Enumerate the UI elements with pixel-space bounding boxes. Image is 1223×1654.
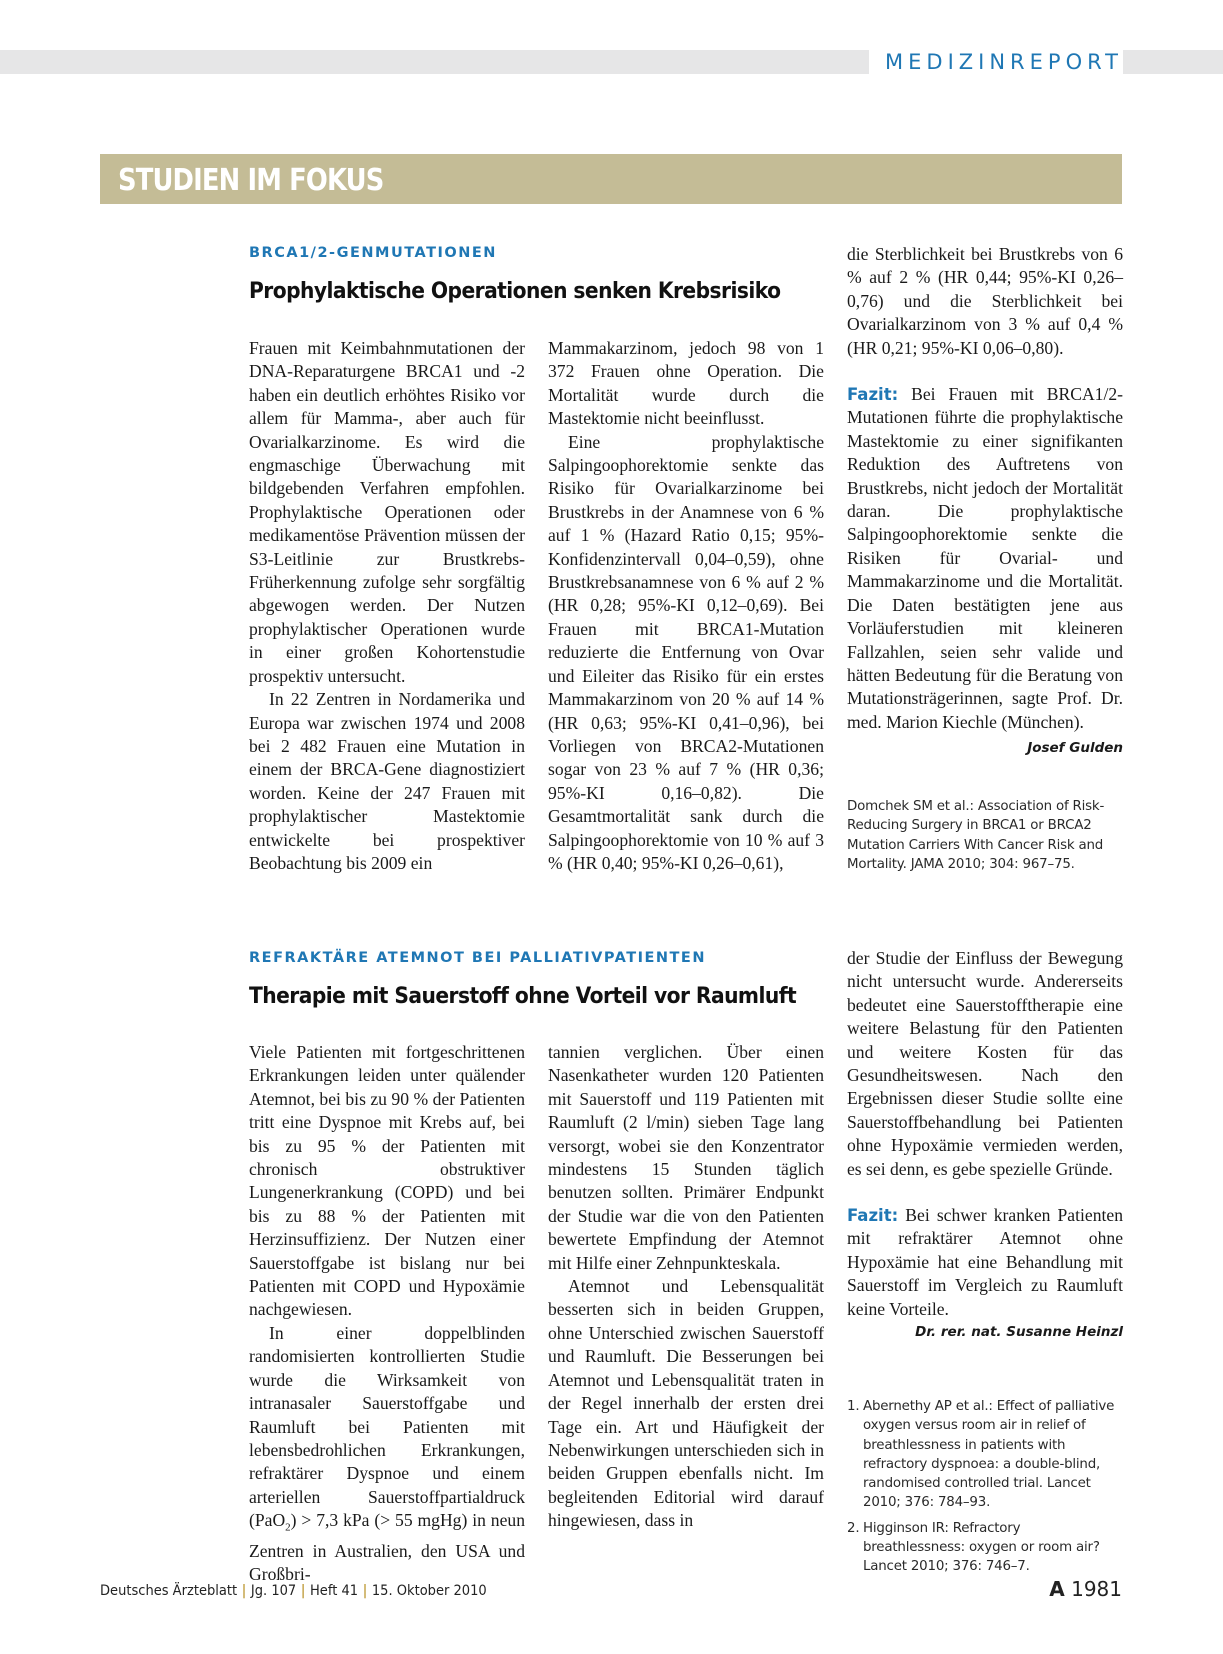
article1-paragraph: Mammakarzinom, jedoch 98 von 1 372 Frauen ohne Operation. Die Mortalität wurde durch die Mastektomie nicht beeinflusst. — [548, 338, 824, 429]
article1-paragraph: Eine prophylaktische Salpingoophorektomie senkte das Risiko für Ovarialkarzinome bei Brustkrebs in der Anamnese von 6 % auf 1 % (Hazard Ratio 0,15; 95%-Konfidenzintervall 0,04–0,59), ohne Brustkrebsanamnese von 6 % auf 2 % (HR 0,28; 95%-KI 0,12–0,69). Bei Frauen mit BRCA1-Mutation reduzierte die Entfernung von Ovar und Eileiter das Risiko für ein erstes Mammakarzinom von 20 % auf 14 % (HR 0,63; 95%-KI 0,41–0,96), bei Vorliegen von BRCA2-Mutationen sogar von 23 % auf 7 % (HR 0,36; 95%-KI 0,16–0,82). Die Gesamtmortalität sank durch die Salpingoophorektomie von 10 % auf 3 % (HR 0,40; 95%-KI 0,26–0,61), — [548, 431, 824, 873]
page-number: A 1981 — [1049, 1577, 1122, 1601]
article2-author: Dr. rer. nat. Susanne Heinzl — [915, 1324, 1123, 1341]
reference-item: 1. Abernethy AP et al.: Effect of palliative oxygen versus room air in relief of breathlessness in patients with refractory dyspnoea: a double-blind, randomised controlled trial. Lancet 2010; 376: 784–93. — [847, 1399, 1115, 1511]
article1-column-1 — [249, 337, 525, 875]
article2-fazit — [847, 1204, 1123, 1321]
fazit-label: Fazit: — [847, 1206, 899, 1226]
article2-column-3 — [847, 947, 1123, 1343]
article1-reference: Domchek SM et al.: Association of Risk-Reducing Surgery in BRCA1 or BRCA2 Mutation Carriers With Cancer Risk and Mortality. JAMA 2010; 304: 967–75. — [847, 799, 1105, 872]
article1-column-2 — [548, 337, 824, 875]
reference-item: 2. Higginson IR: Refractory breathlessness: oxygen or room air? Lancet 2010; 376: 746–7. — [847, 1520, 1100, 1575]
article2-paragraph: Atemnot und Lebensqualität besserten sich in beiden Gruppen, ohne Unterschied zwischen Sauerstoff und Raumluft. Die Besserungen bei Atemnot und Lebensqualität traten in der Regel innerhalb der ersten drei Tage ein. Art und Häufigkeit der Nebenwirkungen unterschieden sich in beiden Gruppen ebenfalls nicht. Im begleitenden Editorial wird darauf hingewiesen, dass in — [548, 1276, 824, 1531]
article2-kicker: REFRAKTÄRE ATEMNOT BEI PALLIATIVPATIENTEN — [249, 950, 706, 966]
section-banner — [100, 154, 1122, 204]
fazit-text: Bei Frauen mit BRCA1/2-Mutationen führte die prophylaktische Mastektomie zu einer signifikanten Reduktion des Auftretens von Brustkrebs, nicht jedoch der Mortalität daran. Die prophylaktische Salpingoophorektomie senkte die Risiken für Ovarial- und Mammakarzinome und die Mortalität. Die Daten bestätigten jene aus Vorläuferstudien mit kleineren Fallzahlen, seien sehr valide und hätten Bedeutung für die Beratung von Mutationsträgerinnen, sagte Prof. Dr. med. Marion Kiechle (München). — [847, 384, 1123, 732]
article2-column-2 — [548, 1041, 824, 1533]
footer-citation: Deutsches Ärzteblatt | Jg. 107 | Heft 41 | 15. Oktober 2010 — [100, 1583, 487, 1599]
footer-issue: Heft 41 — [309, 1583, 359, 1599]
article1-kicker: BRCA1/2-GENMUTATIONEN — [249, 245, 497, 261]
article2-headline: Therapie mit Sauerstoff ohne Vorteil vor Raumluft — [249, 984, 797, 1009]
article1-paragraph: In 22 Zentren in Nordamerika und Europa war zwischen 1974 und 2008 bei 2 482 Frauen eine Mutation in einem der BRCA-Gene diagnostiziert worden. Keine der 247 Frauen mit prophylaktischer Mastektomie entwickelte bei prospektiver Beobachtung bis 2009 ein — [249, 689, 525, 873]
section-label: MEDIZINREPORT — [869, 49, 1123, 75]
article1-author: Josef Gulden — [1027, 740, 1123, 757]
article2-paragraph: tannien verglichen. Über einen Nasenkatheter wurden 120 Patienten mit Sauerstoff und 119 Patienten mit Raumluft (2 l/min) sieben Tage lang versorgt, wobei sie den Konzentrator mindestens 15 Stunden täglich benutzen sollten. Primärer Endpunkt der Studie war die von den Patienten bewertete Empfindung der Atemnot mit Hilfe einer Zehnpunkteskala. — [548, 1042, 824, 1273]
article1-fazit — [847, 383, 1123, 757]
article2-paragraph: Viele Patienten mit fortgeschrittenen Erkrankungen leiden unter quälender Atemnot, bei bis zu 90 % der Patienten tritt eine Dyspnoe mit Krebs auf, bei bis zu 95 % der Patienten mit chronisch obstruktiver Lungenerkrankung (COPD) und bei bis zu 88 % der Patienten mit Herzinsuffizienz. Der Nutzen einer Sauerstoffgabe ist bislang nur bei Patienten mit COPD und Hypoxämie nachgewiesen. — [249, 1042, 525, 1320]
article2-column-1 — [249, 1041, 525, 1587]
article1-paragraph: die Sterblichkeit bei Brustkrebs von 6 % auf 2 % (HR 0,44; 95%-KI 0,26–0,76) und die Sterblichkeit bei Ovarialkarzinom von 3 % auf 0,4 % (HR 0,21; 95%-KI 0,06–0,80). — [847, 244, 1123, 358]
fazit-text: Bei schwer kranken Patienten mit refraktärer Atemnot ohne Hypoxämie hat eine Behandlung mit Sauerstoff im Vergleich zu Raumluft keine Vorteile. — [847, 1205, 1123, 1319]
fazit-label: Fazit: — [847, 385, 899, 405]
footer-volume: Jg. 107 — [250, 1583, 297, 1599]
article2-paragraph: der Studie der Einfluss der Bewegung nicht untersucht wurde. Andererseits bedeutet eine Sauerstofftherapie eine weitere Belastung für den Patienten und weitere Kosten für das Gesundheitswesen. Nach den Ergebnissen dieser Studie sollte eine Sauerstoffbehandlung bei Patienten ohne Hypoxämie vermieden werden, es sei denn, es gebe spezielle Gründe. — [847, 948, 1123, 1179]
article2-paragraph: In einer doppelblinden randomisierten kontrollierten Studie wurde die Wirksamkeit von intranasaler Sauerstoffgabe und Raumluft bei Patienten mit lebensbedrohlichen Erkrankungen, refraktärer Dyspnoe und einem arteriellen Sauerstoffpartialdruck (PaO$_2$) > 7,3 kPa (> 55 mgHg) in neun Zentren in Australien, den USA und Großbri- — [249, 1322, 525, 1585]
article1-column-3 — [847, 243, 1123, 761]
article2-references — [847, 1397, 1123, 1583]
footer-date: 15. Oktober 2010 — [371, 1583, 487, 1599]
article1-headline: Prophylaktische Operationen senken Krebsrisiko — [249, 279, 781, 304]
footer-journal: Deutsches Ärzteblatt — [100, 1583, 238, 1599]
article1-paragraph: Frauen mit Keimbahnmutationen der DNA-Reparaturgene BRCA1 und -2 haben ein deutlich erhöhtes Risiko vor allem für Mamma-, aber auch für Ovarialkarzinome. Es wird die engmaschige Überwachung mit bildgebenden Verfahren empfohlen. Prophylaktische Operationen oder medikamentöse Prävention müssen der S3-Leitlinie zur Brustkrebs-Früherkennung zufolge sehr sorgfältig abgewogen werden. Der Nutzen prophylaktischer Operationen wurde in einer großen Kohortenstudie prospektiv untersucht. — [249, 338, 525, 686]
banner-title: STUDIEN IM FOKUS — [118, 163, 384, 198]
